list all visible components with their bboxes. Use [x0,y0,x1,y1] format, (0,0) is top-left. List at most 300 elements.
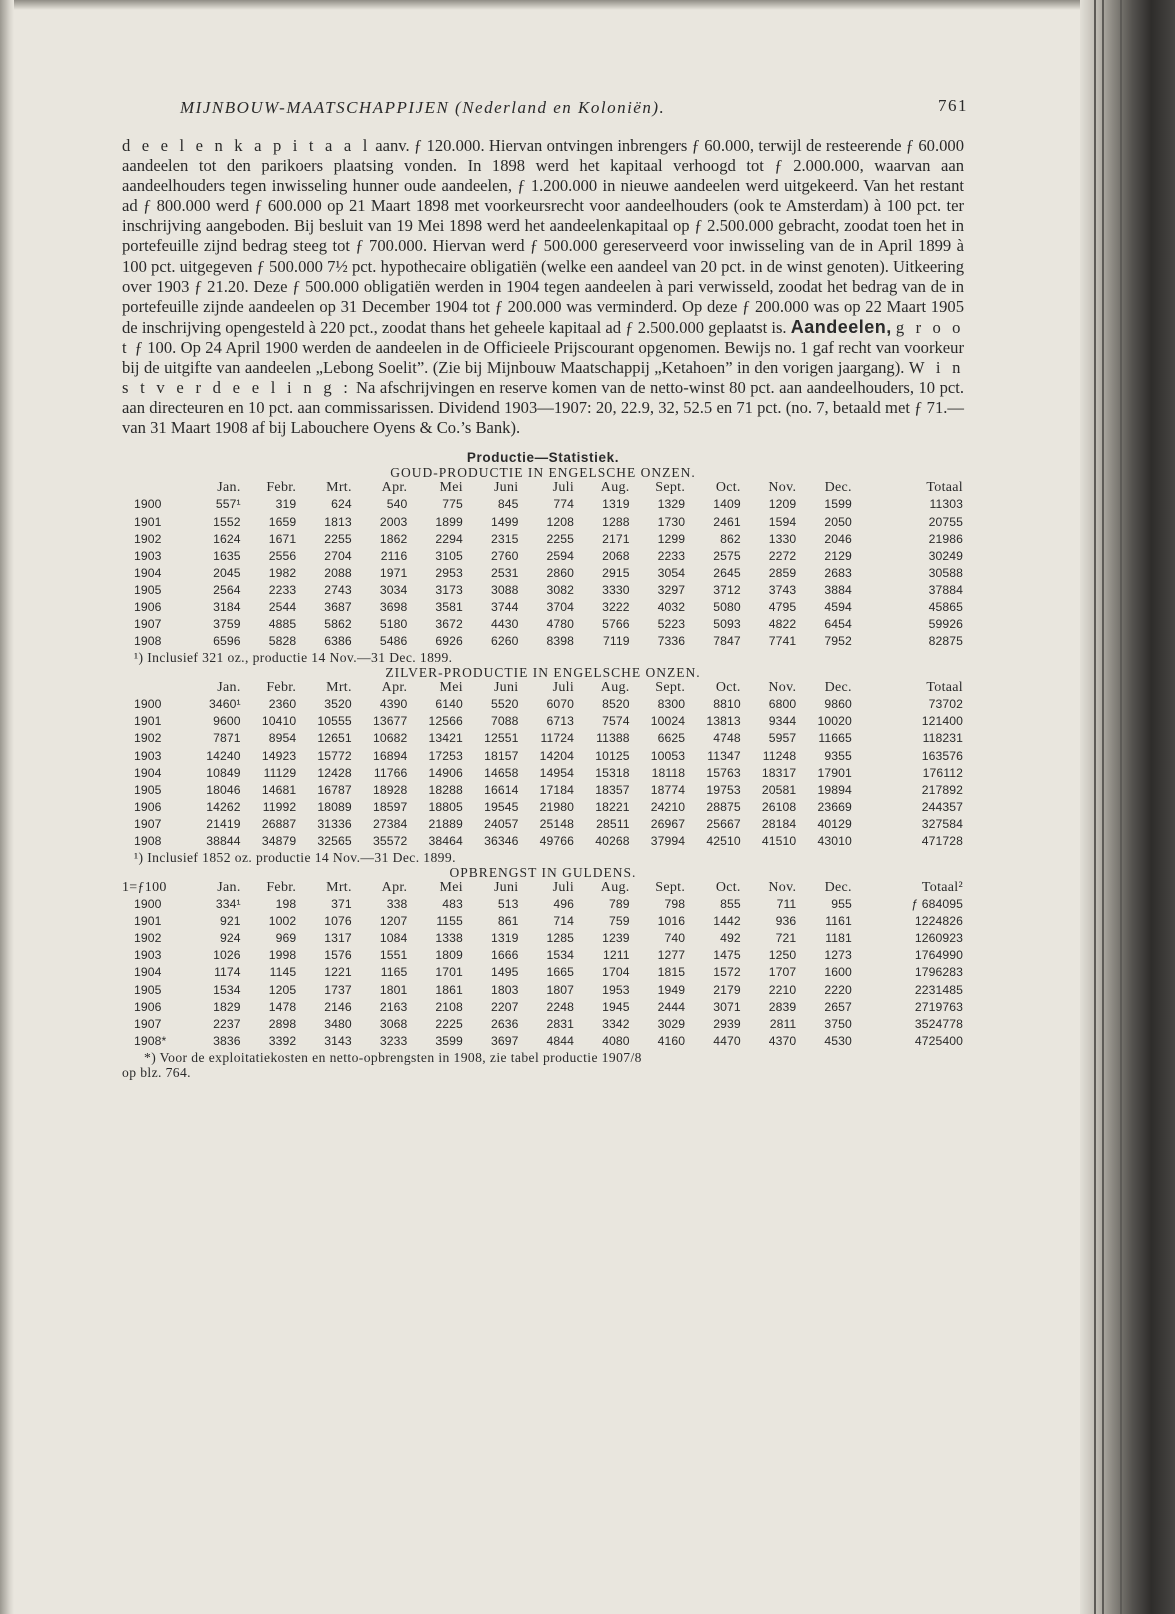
value-cell: 4725400 [914,1033,963,1048]
value-cell: 5223 [657,617,686,632]
value-cell: 2831 [546,1016,575,1031]
value-cell: 3520 [324,697,352,712]
value-cell: 19545 [484,799,519,814]
table-header-row [122,880,964,896]
value-cell: 513 [497,897,519,912]
value-cell: 11347 [707,748,741,763]
value-cell: 1288 [602,514,630,529]
value-cell: 1764990 [914,948,963,963]
value-cell: 921 [220,914,241,929]
value-cell: 244357 [921,799,963,814]
value-cell: 1273 [824,948,852,963]
value-cell: 7119 [603,634,630,649]
value-cell: 2129 [824,548,852,563]
value-cell: 1572 [713,965,741,980]
table-row [122,548,964,565]
value-cell: 861 [497,914,519,929]
year-cell: 1902 [134,931,162,946]
value-cell: 1330 [768,531,797,546]
column-header: Oct. [715,680,741,696]
value-cell: 3524778 [914,1016,963,1031]
running-head-title: MIJNBOUW-MAATSCHAPPIJEN (Nederland en Koloniën). [180,98,666,117]
value-cell: 11766 [373,765,408,780]
value-cell: 4080 [602,1033,630,1048]
value-cell: 1319 [490,931,519,946]
value-cell: 2657 [824,999,852,1014]
value-cell: 496 [553,897,575,912]
value-cell: 4844 [546,1033,575,1048]
value-cell: 43010 [817,834,852,848]
value-cell: 10555 [317,714,352,729]
value-cell: 3143 [324,1033,352,1048]
value-cell: 1945 [602,999,630,1014]
column-header: Oct. [715,880,741,896]
value-cell: 17184 [539,782,575,797]
value-cell: 7088 [490,714,519,729]
column-header: Apr. [381,680,408,696]
value-cell: 969 [275,931,297,946]
column-header: Juli [552,480,575,496]
value-cell: 2171 [602,531,630,546]
value-cell: 862 [720,531,741,546]
value-cell: 1707 [768,965,797,980]
column-header: Nov. [768,480,797,496]
value-cell: 17253 [428,748,463,763]
value-cell: 35572 [372,834,408,848]
value-cell: 18317 [761,765,797,780]
column-header: Apr. [381,880,408,896]
spaced-term: d e e l e n k a p i t a a l [122,136,371,155]
column-header: Nov. [768,680,797,696]
value-cell: 15318 [595,765,630,780]
value-cell: 10024 [650,714,686,729]
value-cell: 21419 [206,816,241,831]
running-head [122,88,968,122]
value-cell: 3088 [490,582,519,597]
value-cell: 2050 [824,514,852,529]
value-cell: 327584 [921,816,963,831]
value-cell: 8300 [657,697,686,712]
value-cell: 4430 [490,617,519,632]
body-paragraph [122,136,964,438]
value-cell: 1624 [213,531,241,546]
value-cell: 14954 [539,765,575,780]
value-cell: 4530 [824,1033,852,1048]
value-cell: 14262 [206,799,241,814]
table-row [122,896,964,913]
value-cell: 3697 [490,1033,519,1048]
value-cell: 3068 [379,1016,408,1031]
year-cell: 1900 [134,897,162,912]
silver-table-title: ZILVER-PRODUCTIE IN ENGELSCHE ONZEN. [385,665,701,681]
value-cell: 711 [776,897,797,912]
value-cell: 845 [497,497,519,512]
value-cell: 1181 [825,931,852,946]
value-cell: 1861 [435,982,463,997]
value-cell: 30588 [928,565,963,580]
value-cell: 6625 [657,731,686,746]
value-cell: 6596 [213,634,241,649]
value-cell: 4822 [768,617,797,632]
value-cell: 2046 [824,531,852,546]
value-cell: 2531 [490,565,519,580]
column-header: Febr. [266,680,297,696]
value-cell: 1801 [379,982,408,997]
value-cell: 3034 [379,582,408,597]
column-header: Totaal [926,480,963,496]
value-cell: 2915 [602,565,630,580]
value-cell: 4594 [824,599,852,614]
value-cell: 1594 [768,514,797,529]
value-cell: 10125 [595,748,630,763]
value-cell: 7952 [824,634,852,649]
value-cell: 2898 [268,1016,297,1031]
value-cell: 2564 [213,582,241,597]
value-cell: 4885 [268,617,297,632]
value-cell: 624 [331,497,352,512]
value-cell: 9344 [768,714,797,729]
value-cell: 338 [386,897,408,912]
value-cell: 1796283 [914,965,963,980]
value-cell: 2108 [435,999,463,1014]
value-cell: 2233 [657,548,686,563]
year-cell: 1908 [134,834,162,848]
value-cell: 25667 [706,816,741,831]
year-cell: 1904 [134,965,162,980]
value-cell: 2068 [602,548,630,563]
value-cell: 17901 [817,765,852,780]
value-cell: 10410 [261,714,297,729]
value-cell: 2544 [268,599,297,614]
value-cell: 118231 [922,731,963,746]
value-cell: 2315 [490,531,519,546]
value-cell: 18357 [595,782,630,797]
value-cell: 18046 [206,782,241,797]
year-cell: 1906 [134,599,162,614]
value-cell: ƒ 684095 [911,897,963,912]
value-cell: 2704 [324,548,352,563]
value-cell: 1813 [324,514,352,529]
value-cell: 31336 [317,816,352,831]
column-header: Apr. [381,480,408,496]
table-row [122,964,964,981]
value-cell: 1285 [546,931,575,946]
value-cell: 18928 [372,782,408,797]
year-cell: 1900 [134,497,162,512]
column-header: Jan. [217,880,241,896]
value-cell: 1207 [379,914,408,929]
value-cell: 2839 [768,999,797,1014]
value-cell: 1803 [490,982,519,997]
value-cell: 1982 [268,565,297,580]
value-cell: 2255 [546,531,575,546]
value-cell: 2163 [379,999,408,1014]
value-cell: 14923 [261,748,297,763]
table-header-row [122,480,964,496]
value-cell: 23669 [817,799,852,814]
value-cell: 217892 [921,782,963,797]
year-cell: 1901 [134,714,162,729]
value-cell: 3672 [435,617,463,632]
year-cell: 1904 [134,765,162,780]
book-gutter [1080,0,1175,1614]
year-cell: 1902 [134,531,162,546]
proceeds-table [122,880,964,1050]
year-cell: 1905 [134,582,162,597]
value-cell: 1704 [602,965,630,980]
value-cell: 37884 [928,582,963,597]
silver-production-table [122,680,964,850]
table-row [122,633,964,650]
value-cell: 1576 [324,948,352,963]
value-cell: 13813 [706,714,741,729]
value-cell: 1317 [324,931,352,946]
value-cell: 2594 [546,548,575,563]
value-cell: 18597 [372,799,408,814]
column-header: Jan. [217,680,241,696]
value-cell: 3460¹ [209,697,241,712]
value-cell: 1409 [713,497,741,512]
gutter-line [1120,0,1122,1614]
table-row [122,947,964,964]
value-cell: 8520 [602,697,630,712]
value-cell: 1953 [602,982,630,997]
year-cell: 1906 [134,799,162,814]
value-cell: 1016 [657,914,686,929]
value-cell: 11665 [818,731,852,746]
value-cell: 6800 [768,697,797,712]
year-cell: 1908* [134,1033,167,1048]
gold-production-table [122,480,964,650]
text-run: aanv. ƒ 120.000. Hiervan ontvingen inbrengers ƒ 60.000, terwijl de resteerende ƒ 60.000 aandeelen tot den parikoers plaatsing vonden. In 1898 werd het kapitaal verhoogd tot ƒ 2.000.000, waarvan aan aandeelhouders tegen inwisseling hunner oude aandeelen, ƒ 1.200.000 in nieuwe aandeelen werd uitgekeerd. Van het restant ad ƒ 800.000 werd ƒ 600.000 op 21 Maart 1898 met voorkeursrecht voor aandeelhouders (ook te Amsterdam) à 100 pct. ter inschrijving aangeboden. Bij besluit van 19 Mei 1898 werd het aandeelenkapitaal op ƒ 2.500.000 gebracht, zoodat toen het in portefeuille zijnd bedrag steeg tot ƒ 700.000. Hiervan werd ƒ 500.000 gereserveerd voor inwisseling van de in April 1899 à 100 pct. uitgegeven ƒ 500.000 7½ pct. hypothecaire obligatiën (welke een aandeel van 20 pct. in de winst genoten). Uitkeering over 1903 ƒ 21.20. Deze ƒ 500.000 obligatiën werden in 1904 tegen aandeelen à pari verwisseld, zoodat het bedrag van de in portefeuille zijnde aandeelen op 31 December 1904 tot ƒ 200.000 was verminderd. Op deze ƒ 200.000 was op 22 Maart 1905 de inschrijving opengesteld à 220 pct., zoodat thans het geheele kapitaal ad ƒ 2.500.000 geplaatst is. [122,136,964,337]
value-cell: 1076 [324,914,352,929]
value-cell: 10682 [372,731,408,746]
value-cell: 2719763 [914,999,963,1014]
value-cell: 36346 [484,834,519,848]
value-cell: 1475 [713,948,741,963]
value-cell: 3173 [435,582,463,597]
column-header: 1=ƒ100 [122,880,167,896]
value-cell: 37994 [650,834,686,848]
value-cell: 2248 [546,999,575,1014]
value-cell: 82875 [928,634,963,649]
value-cell: 1442 [713,914,741,929]
table-row [122,713,964,730]
value-cell: 9600 [213,714,241,729]
value-cell: 176112 [922,765,963,780]
value-cell: 759 [608,914,630,929]
value-cell: 2146 [324,999,352,1014]
value-cell: 2743 [324,582,352,597]
value-cell: 21889 [428,816,463,831]
column-header: Febr. [266,480,297,496]
value-cell: 7336 [657,634,686,649]
table-row [122,913,964,930]
value-cell: 4160 [657,1033,686,1048]
value-cell: 1208 [546,514,575,529]
value-cell: 5957 [768,731,797,746]
value-cell: 2207 [490,999,519,1014]
value-cell: 34879 [261,834,297,848]
column-header: Dec. [824,880,852,896]
value-cell: 20581 [761,782,797,797]
value-cell: 1145 [269,965,297,980]
value-cell: 3743 [768,582,797,597]
value-cell: 775 [442,497,463,512]
value-cell: 2360 [268,697,297,712]
value-cell: 483 [442,897,463,912]
table-row [122,696,964,713]
value-cell: 4032 [657,599,686,614]
value-cell: 49766 [539,834,575,848]
value-cell: 2225 [435,1016,463,1031]
value-cell: 18288 [428,782,463,797]
value-cell: 2003 [379,514,408,529]
value-cell: 774 [553,497,575,512]
value-cell: 4795 [768,599,797,614]
value-cell: 855 [720,897,741,912]
value-cell: 1730 [657,514,686,529]
column-header [122,480,186,496]
scan-edge-top [0,0,1175,10]
column-header: Oct. [715,480,741,496]
year-cell: 1906 [134,999,162,1014]
value-cell: 28875 [706,799,741,814]
column-header: Sept. [655,680,686,696]
value-cell: 11303 [929,497,963,512]
table-row [122,930,964,947]
column-header: Dec. [824,480,852,496]
statistics-title: Productie—Statistiek. [466,450,620,466]
table-row [122,748,964,765]
value-cell: 1478 [268,999,297,1014]
value-cell: 13421 [428,731,463,746]
table-row [122,765,964,782]
year-cell: 1902 [134,731,162,746]
value-cell: 4470 [713,1033,741,1048]
value-cell: 557¹ [215,497,241,512]
table-row [122,1016,964,1033]
value-cell: 3759 [213,617,241,632]
year-cell: 1907 [134,617,162,632]
column-header: Mrt. [326,680,352,696]
value-cell: 3836 [213,1033,241,1048]
value-cell: 714 [553,914,575,929]
value-cell: 1809 [435,948,463,963]
gold-table-title: GOUD-PRODUCTIE IN ENGELSCHE ONZEN. [390,465,696,481]
value-cell: 18157 [484,748,519,763]
value-cell: 18118 [651,765,686,780]
column-header: Aug. [600,680,630,696]
value-cell: 2231485 [914,982,963,997]
table-row [122,799,964,816]
value-cell: 16787 [317,782,352,797]
value-cell: 1949 [657,982,686,997]
value-cell: 24057 [484,816,519,831]
value-cell: 1665 [546,965,575,980]
text-run: Na afschrijvingen en reserve komen van de netto-winst 80 pct. aan aandeelhouders, 10 pct. aan directeuren en 10 pct. aan commissarissen. Dividend 1903—1907: 20, 22.9, 32, 52.5 en 71 pct. (no. 7, betaald met ƒ 71.— van 31 Maart 1908 af bij Labouchere Oyens & Co.’s Bank). [122,378,964,438]
value-cell: 9355 [824,748,852,763]
value-cell: 11992 [262,799,297,814]
column-header [122,680,186,696]
value-cell: 4748 [713,731,741,746]
value-cell: 9860 [824,697,852,712]
value-cell: 6070 [546,697,575,712]
value-cell: 1155 [436,914,463,929]
value-cell: 2939 [713,1016,741,1031]
table-row [122,616,964,633]
value-cell: 3744 [490,599,519,614]
value-cell: 7871 [213,731,241,746]
value-cell: 6260 [490,634,519,649]
value-cell: 3082 [546,582,575,597]
value-cell: 334¹ [215,897,241,912]
value-cell: 38844 [206,834,241,848]
table-row [122,833,964,850]
year-cell: 1900 [134,697,162,712]
table-row [122,730,964,747]
value-cell: 1862 [379,531,408,546]
value-cell: 15763 [706,765,741,780]
value-cell: 1250 [768,948,797,963]
year-cell: 1905 [134,782,162,797]
value-cell: 26887 [261,816,297,831]
value-cell: 12551 [484,731,519,746]
value-cell: 2272 [768,548,797,563]
value-cell: 1277 [657,948,686,963]
year-cell: 1903 [134,948,162,963]
value-cell: 721 [775,931,797,946]
text-run: ƒ 100. Op 24 April 1900 werden de aandeelen in de Officieele Prijscourant opgenomen. Bewijs no. 1 gaf recht van voorkeur bij de uitgifte van aandeelen „Lebong Soelit”. (Zie bij Mijnbouw Maatschappij „Ketahoen” in den vorigen jaargang). [122,337,964,378]
proceeds-table-title: OPBRENGST IN GULDENS. [449,865,637,881]
value-cell: 1221 [324,965,352,980]
value-cell: 1534 [213,982,241,997]
value-cell: 6454 [824,617,852,632]
value-cell: 6926 [435,634,463,649]
value-cell: 6713 [546,714,575,729]
value-cell: 371 [331,897,352,912]
value-cell: 7741 [768,634,797,649]
column-header: Jan. [217,480,241,496]
value-cell: 1084 [379,931,408,946]
value-cell: 2953 [435,565,463,580]
value-cell: 1971 [379,565,408,580]
table-row [122,599,964,616]
value-cell: 1599 [824,497,852,512]
value-cell: 73702 [928,697,963,712]
value-cell: 1807 [546,982,575,997]
value-cell: 2444 [657,999,686,1014]
value-cell: 19894 [817,782,852,797]
value-cell: 20755 [928,514,963,529]
value-cell: 1026 [213,948,241,963]
value-cell: 5828 [268,634,297,649]
value-cell: 14240 [206,748,241,763]
value-cell: 2760 [490,548,519,563]
value-cell: 5486 [379,634,408,649]
value-cell: 1635 [213,548,241,563]
year-cell: 1904 [134,565,162,580]
value-cell: 11129 [263,765,297,780]
value-cell: 5766 [602,617,630,632]
value-cell: 2179 [713,982,741,997]
value-cell: 3581 [435,599,463,614]
value-cell: 1737 [324,982,352,997]
value-cell: 11248 [762,748,797,763]
value-cell: 24210 [650,799,686,814]
value-cell: 14658 [484,765,519,780]
value-cell: 6140 [435,697,463,712]
